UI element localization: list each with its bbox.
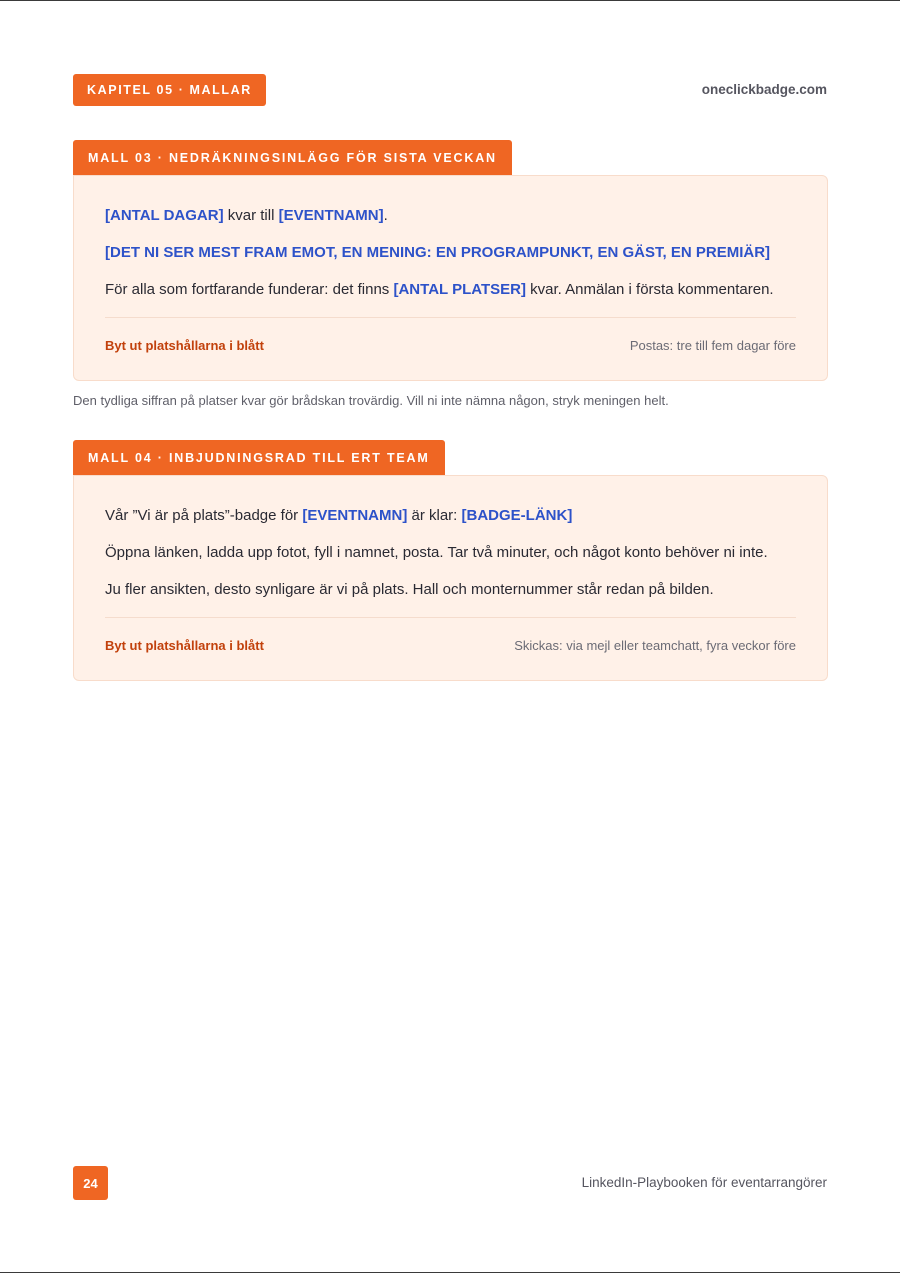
chapter-tag: KAPITEL 05 · MALLAR <box>73 74 266 106</box>
site-url: oneclickbadge.com <box>701 82 827 97</box>
placeholder: [ANTAL PLATSER] <box>393 281 526 298</box>
template-03-card <box>73 175 828 381</box>
template-text: kvar. Anmälan i första kommentaren. <box>525 281 774 298</box>
template-03-tab: MALL 03 · NEDRÄKNINGSINLÄGG FÖR SISTA VECKAN <box>73 140 512 175</box>
template-text: är klar: <box>407 507 462 524</box>
template-line <box>105 243 796 263</box>
template-04-tab: MALL 04 · INBJUDNINGSRAD TILL ERT TEAM <box>73 440 445 475</box>
placeholder-hint: Byt ut platshållarna i blått <box>105 338 264 353</box>
placeholder: [EVENTNAMN] <box>278 207 384 224</box>
template-03-footer <box>105 317 796 373</box>
posting-timing: Postas: tre till fem dagar före <box>629 338 796 353</box>
template-line <box>105 506 796 526</box>
template-04-footer <box>105 617 796 673</box>
placeholder: [ANTAL DAGAR] <box>105 207 224 224</box>
placeholder: [BADGE-LÄNK] <box>461 507 573 524</box>
template-line <box>105 280 796 300</box>
template-text: Öppna länken, ladda upp fotot, fyll i namnet, posta. Tar två minuter, och något konto behöver ni inte. <box>105 544 768 561</box>
posting-timing: Skickas: via mejl eller teamchatt, fyra veckor före <box>514 638 796 653</box>
template-line <box>105 206 796 226</box>
template-text: För alla som fortfarande funderar: det finns <box>105 281 394 298</box>
template-text: Ju fler ansikten, desto synligare är vi på plats. Hall och monternummer står redan på bilden. <box>105 581 714 598</box>
placeholder: [DET NI SER MEST FRAM EMOT, EN MENING: EN PROGRAMPUNKT, EN GÄST, EN PREMIÄR] <box>105 244 771 261</box>
template-text: kvar till <box>223 207 279 224</box>
placeholder: [EVENTNAMN] <box>302 507 408 524</box>
page-number: 24 <box>73 1166 108 1200</box>
template-04-card <box>73 475 828 681</box>
template-text: . <box>383 207 388 224</box>
book-title: LinkedIn-Playbooken för eventarrangörer <box>581 1175 827 1190</box>
template-text: Vår ”Vi är på plats”-badge för <box>105 507 303 524</box>
placeholder-hint: Byt ut platshållarna i blått <box>105 638 264 653</box>
template-line <box>105 543 796 563</box>
template-03-note: Den tydliga siffran på platser kvar gör brådskan trovärdig. Vill ni inte nämna någon, stryk meningen helt. <box>73 393 669 408</box>
template-line <box>105 580 796 600</box>
